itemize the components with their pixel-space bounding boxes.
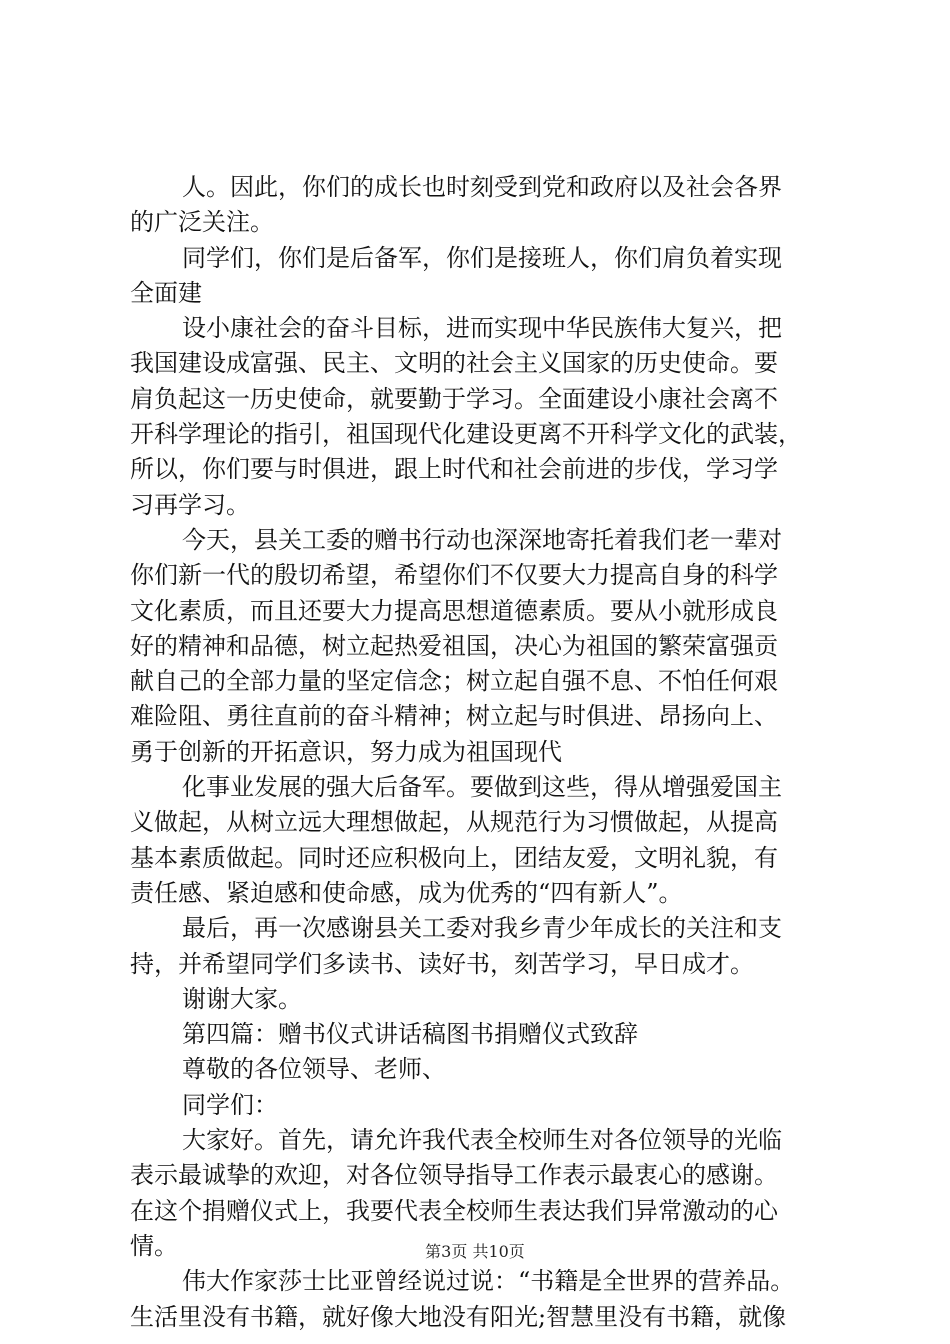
text-line: 的广泛关注。 [130, 208, 274, 237]
text-line: 我国建设成富强、民主、文明的社会主义国家的历史使命。要 [130, 349, 778, 378]
text-line: 生活里没有书籍，就好像大地没有阳光;智慧里没有书籍，就像 [130, 1302, 787, 1331]
text-line: 勇于创新的开拓意识，努力成为祖国现代 [130, 737, 562, 766]
text-line: 所以，你们要与时俱进，跟上时代和社会前进的步伐，学习学 [130, 455, 778, 484]
text-line: 肩负起这一历史使命，就要勤于学习。全面建设小康社会离不 [130, 384, 778, 413]
text-line: 文化素质，而且还要大力提高思想道德素质。要从小就形成良 [130, 596, 778, 625]
text-line: 今天，县关工委的赠书行动也深深地寄托着我们老一辈对 [182, 525, 782, 554]
text-line: 人。因此，你们的成长也时刻受到党和政府以及社会各界 [182, 173, 782, 201]
text-line: 持，并希望同学们多读书、读好书，刻苦学习，早日成才。 [130, 949, 754, 978]
text-line: 大家好。首先，请允许我代表全校师生对各位领导的光临 [182, 1126, 782, 1155]
text-line: 谢谢大家。 [182, 984, 302, 1013]
text-line: 习再学习。 [130, 490, 250, 519]
text-line: 第四篇：赠书仪式讲话稿图书捐赠仪式致辞 [182, 1020, 638, 1049]
text-line: 情。 [130, 1231, 178, 1260]
text-line: 难险阻、勇往直前的奋斗精神；树立起与时俱进、昂扬向上、 [130, 702, 778, 731]
text-line: 义做起，从树立远大理想做起，从规范行为习惯做起，从提高 [130, 808, 778, 837]
document-body [130, 170, 842, 1335]
text-line: 设小康社会的奋斗目标，进而实现中华民族伟大复兴，把 [182, 314, 782, 343]
text-line: 在这个捐赠仪式上，我要代表全校师生表达我们异常激动的心 [130, 1196, 778, 1225]
page-footer: 第3页 共10页 [425, 1242, 525, 1261]
text-line: 基本素质做起。同时还应积极向上，团结友爱，文明礼貌，有 [130, 843, 778, 872]
text-line: 化事业发展的强大后备军。要做到这些，得从增强爱国主 [182, 773, 782, 802]
text-line: 同学们： [182, 1090, 278, 1119]
text-line: 责任感、紧迫感和使命感，成为优秀的“四有新人”。 [130, 878, 683, 907]
text-line: 最后，再一次感谢县关工委对我乡青少年成长的关注和支 [182, 914, 782, 943]
text-line: 全面建 [130, 278, 202, 307]
text-line: 表示最诚挚的欢迎，对各位领导指导工作表示最衷心的感谢。 [130, 1161, 778, 1190]
text-line: 你们新一代的殷切希望，希望你们不仅要大力提高自身的科学 [130, 561, 778, 590]
text-line: 好的精神和品德，树立起热爱祖国，决心为祖国的繁荣富强贡 [130, 631, 778, 660]
text-line: 同学们，你们是后备军，你们是接班人，你们肩负着实现 [182, 243, 782, 272]
text-line: 伟大作家莎士比亚曾经说过说：“书籍是全世界的营养品。 [182, 1267, 795, 1296]
text-line: 开科学理论的指引，祖国现代化建设更离不开科学文化的武装， [130, 420, 802, 449]
text-line: 尊敬的各位领导、老师、 [182, 1055, 446, 1084]
text-line: 献自己的全部力量的坚定信念；树立起自强不息、不怕任何艰 [130, 667, 778, 696]
